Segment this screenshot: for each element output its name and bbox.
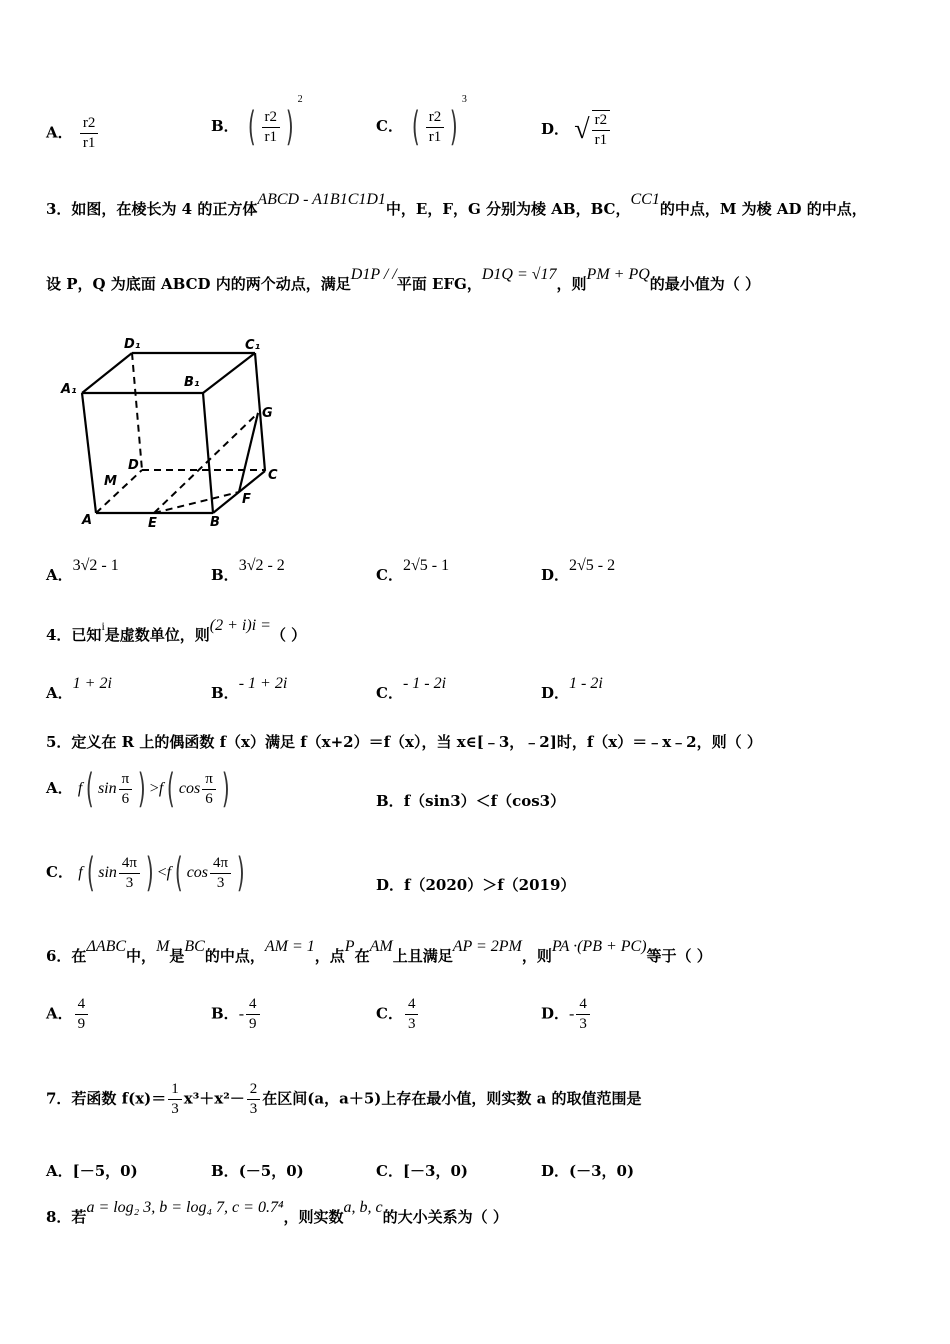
q7-option-a: A．[－5，0) — [46, 1162, 138, 1180]
q6-option-c: C． $\frac{4}{3}$ — [376, 995, 420, 1034]
edge-a1-a — [82, 393, 96, 513]
q5-stem: 5．定义在 R 上的偶函数 f（x）满足 f（x+2）＝f（x），当 x∈[﹣3，﹣2]时，f（x）＝﹣x﹣2，则（ ） — [46, 733, 762, 751]
q4-option-b: B．- 1 + 2i — [211, 675, 288, 702]
q5-option-b: B．f（sin3）＜f（cos3） — [376, 792, 566, 810]
edge-a1-d1 — [82, 353, 132, 393]
edge-b1-c1 — [203, 353, 255, 393]
fraction: $\frac{r2}{r1}$ — [262, 108, 281, 147]
q7-stem: 7．若函数 f(x)＝ $\frac{1}{3}$ x³＋x²－ $\frac{2}{3}$ 在区间(a，a＋5)上存在最小值，则实数 a 的取值范围是 — [46, 1081, 642, 1117]
label-a: A — [82, 513, 93, 528]
q3-option-b: B．3√2 - 2 — [211, 557, 285, 584]
label-f: F — [242, 492, 251, 507]
label-d: D — [128, 458, 139, 473]
q2-option-b: B． ( $\frac{r2}{r1}$ )$^2$ — [211, 94, 303, 150]
q6-option-d: D．- $\frac{4}{3}$ — [541, 995, 592, 1034]
q3-option-a: A．3√2 - 1 — [46, 557, 119, 584]
q3-line1: 3．如图，在棱长为 4 的正方体ABCD - A1B1C1D1中，E，F，G 分别为棱 AB，BC，CC1的中点，M 为棱 AD 的中点， — [46, 191, 867, 218]
label-b1: B₁ — [184, 375, 200, 390]
q3-option-c: C．2√5 - 1 — [376, 557, 450, 584]
fraction: $\frac{r2}{r1}$ — [592, 110, 611, 150]
q5-option-c: C． f( sin $\frac{4\pi}{3}$ ) <f( cos $\frac{4\pi}{3}$ ) — [46, 850, 245, 896]
label-a1: A₁ — [61, 382, 77, 397]
fraction: $\frac{r2}{r1}$ — [80, 114, 99, 153]
q7-option-c: C．[－3，0) — [376, 1162, 469, 1180]
q3-line2: 设 P，Q 为底面 ABCD 内的两个动点，满足D1P / /平面 EFG，D1Q = √17，则PM + PQ的最小值为（ ） — [46, 266, 761, 293]
q6-option-a: A． $\frac{4}{9}$ — [46, 995, 90, 1034]
label-c1: C₁ — [245, 338, 261, 353]
edge-a-d — [96, 470, 142, 513]
q8-stem: 8．若a = log₂ 3, b = log₄ 7, c = 0.7⁴，则实数a, b, c的大小关系为（ ） — [46, 1199, 508, 1226]
q7-option-b: B．(－5，0) — [211, 1162, 304, 1180]
q3-option-d: D．2√5 - 2 — [541, 557, 616, 584]
edge-b1-b — [203, 393, 213, 513]
q6-stem: 6．在ΔABC中，M是BC的中点，AM = 1，点P在AM上且满足AP = 2PM，则PA ·(PB + PC)等于（ ） — [46, 938, 712, 965]
q4-option-d: D．1 - 2i — [541, 675, 603, 702]
label-b: B — [210, 515, 220, 530]
q4-option-a: A．1 + 2i — [46, 675, 112, 702]
label-d1: D₁ — [124, 337, 141, 352]
label-m: M — [104, 474, 117, 489]
q7-option-d: D．(－3，0) — [541, 1162, 635, 1180]
cube-figure — [58, 333, 288, 533]
q6-option-b: B．- $\frac{4}{9}$ — [211, 995, 262, 1034]
label-c: C — [268, 468, 278, 483]
q4-option-c: C．- 1 - 2i — [376, 675, 447, 702]
edge-d1-d — [132, 353, 142, 470]
label-e: E — [148, 516, 157, 531]
q5-option-a: A． f( sin $\frac{\pi}{6}$ ) >f( cos $\frac{\pi}{6}$ ) — [46, 766, 230, 812]
q2-option-c: C． ( $\frac{r2}{r1}$ )$^3$ — [376, 94, 467, 150]
q2-option-d: D． √ $\frac{r2}{r1}$ — [541, 110, 612, 150]
q5-option-d: D．f（2020）＞f（2019） — [376, 876, 576, 894]
label-g: G — [262, 406, 273, 421]
q2-option-a: A． $\frac{r2}{r1}$ — [46, 114, 100, 153]
q4-stem: 4．已知$^i$是虚数单位，则(2 + i)i =（ ） — [46, 617, 307, 644]
fraction: $\frac{r2}{r1}$ — [426, 108, 445, 147]
